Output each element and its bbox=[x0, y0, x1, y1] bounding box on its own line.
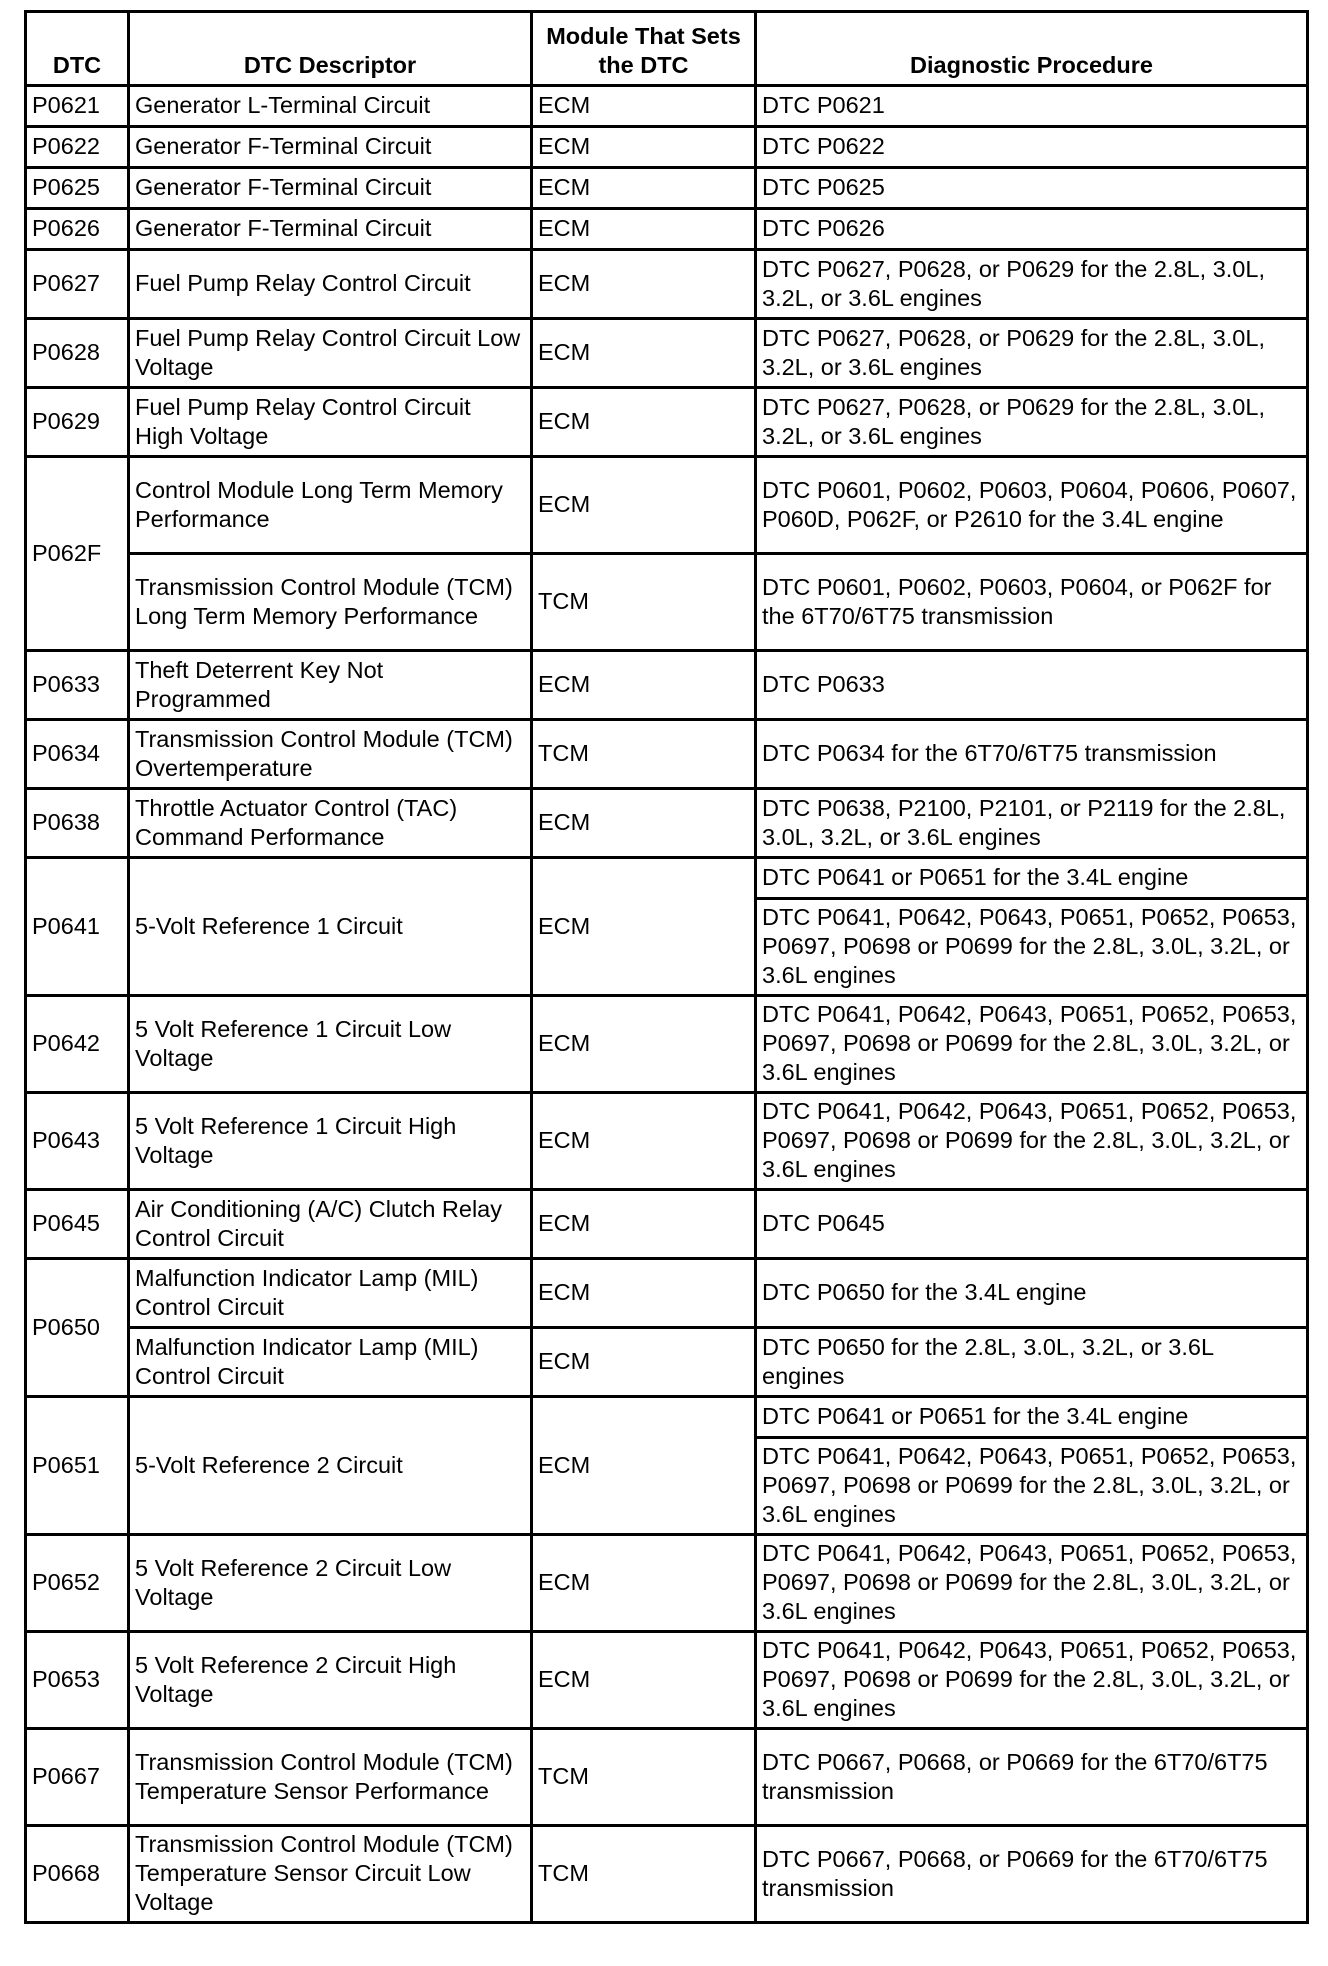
dtc-procedure: DTC P0650 for the 2.8L, 3.0L, 3.2L, or 3.6L engines bbox=[756, 1328, 1308, 1397]
dtc-procedure: DTC P0641, P0642, P0643, P0651, P0652, P0653, P0697, P0698 or P0699 for the 2.8L, 3.0L, 3.2L, or 3.6L engines bbox=[756, 1632, 1308, 1729]
dtc-code: P0622 bbox=[26, 127, 129, 168]
table-row bbox=[26, 168, 1308, 209]
dtc-code: P0645 bbox=[26, 1190, 129, 1259]
dtc-procedure: DTC P0667, P0668, or P0669 for the 6T70/6T75 transmission bbox=[756, 1729, 1308, 1826]
dtc-module: ECM bbox=[532, 1093, 756, 1190]
table-row bbox=[26, 720, 1308, 789]
header-module: Module That Sets the DTC bbox=[532, 12, 756, 86]
header-dtc: DTC bbox=[26, 12, 129, 86]
table-row bbox=[26, 127, 1308, 168]
dtc-procedure: DTC P0650 for the 3.4L engine bbox=[756, 1259, 1308, 1328]
dtc-descriptor: 5 Volt Reference 2 Circuit High Voltage bbox=[129, 1632, 532, 1729]
table-row bbox=[26, 250, 1308, 319]
table-row bbox=[26, 1632, 1308, 1729]
table-header-row bbox=[26, 12, 1308, 86]
dtc-module: ECM bbox=[532, 651, 756, 720]
dtc-descriptor: Air Conditioning (A/C) Clutch Relay Control Circuit bbox=[129, 1190, 532, 1259]
table-row bbox=[26, 789, 1308, 858]
dtc-code: P0643 bbox=[26, 1093, 129, 1190]
dtc-code: P0642 bbox=[26, 996, 129, 1093]
dtc-code: P0627 bbox=[26, 250, 129, 319]
dtc-descriptor: Throttle Actuator Control (TAC) Command Performance bbox=[129, 789, 532, 858]
dtc-descriptor: Control Module Long Term Memory Performance bbox=[129, 457, 532, 554]
dtc-descriptor: Transmission Control Module (TCM) Overtemperature bbox=[129, 720, 532, 789]
dtc-descriptor: 5 Volt Reference 2 Circuit Low Voltage bbox=[129, 1535, 532, 1632]
dtc-descriptor: Transmission Control Module (TCM) Temperature Sensor Performance bbox=[129, 1729, 532, 1826]
dtc-procedure: DTC P0641, P0642, P0643, P0651, P0652, P0653, P0697, P0698 or P0699 for the 2.8L, 3.0L, 3.2L, or 3.6L engines bbox=[756, 996, 1308, 1093]
dtc-code: P0668 bbox=[26, 1826, 129, 1923]
table-row bbox=[26, 319, 1308, 388]
dtc-procedure: DTC P0626 bbox=[756, 209, 1308, 250]
dtc-module: ECM bbox=[532, 250, 756, 319]
dtc-procedure: DTC P0633 bbox=[756, 651, 1308, 720]
dtc-module: ECM bbox=[532, 996, 756, 1093]
table-row bbox=[26, 457, 1308, 554]
table-row bbox=[26, 858, 1308, 899]
dtc-procedure: DTC P0601, P0602, P0603, P0604, or P062F for the 6T70/6T75 transmission bbox=[756, 554, 1308, 651]
dtc-procedure: DTC P0645 bbox=[756, 1190, 1308, 1259]
header-descriptor: DTC Descriptor bbox=[129, 12, 532, 86]
dtc-procedure: DTC P0641, P0642, P0643, P0651, P0652, P0653, P0697, P0698 or P0699 for the 2.8L, 3.0L, 3.2L, or 3.6L engines bbox=[756, 1093, 1308, 1190]
dtc-module: ECM bbox=[532, 1259, 756, 1328]
dtc-module: ECM bbox=[532, 127, 756, 168]
dtc-module: ECM bbox=[532, 858, 756, 996]
dtc-code: P0621 bbox=[26, 86, 129, 127]
dtc-module: ECM bbox=[532, 1535, 756, 1632]
table-row bbox=[26, 86, 1308, 127]
table-row bbox=[26, 209, 1308, 250]
dtc-procedure: DTC P0638, P2100, P2101, or P2119 for the 2.8L, 3.0L, 3.2L, or 3.6L engines bbox=[756, 789, 1308, 858]
dtc-descriptor: Transmission Control Module (TCM) Temperature Sensor Circuit Low Voltage bbox=[129, 1826, 532, 1923]
table-row bbox=[26, 554, 1308, 651]
table-row bbox=[26, 1826, 1308, 1923]
dtc-code: P0653 bbox=[26, 1632, 129, 1729]
dtc-code: P0625 bbox=[26, 168, 129, 209]
dtc-procedure: DTC P0641, P0642, P0643, P0651, P0652, P0653, P0697, P0698 or P0699 for the 2.8L, 3.0L, 3.2L, or 3.6L engines bbox=[756, 1438, 1308, 1535]
table-row bbox=[26, 1729, 1308, 1826]
dtc-code: P0652 bbox=[26, 1535, 129, 1632]
dtc-code: P0629 bbox=[26, 388, 129, 457]
dtc-code: P0667 bbox=[26, 1729, 129, 1826]
dtc-module: TCM bbox=[532, 554, 756, 651]
table-row bbox=[26, 1259, 1308, 1328]
table-row bbox=[26, 1328, 1308, 1397]
dtc-descriptor: Generator F-Terminal Circuit bbox=[129, 168, 532, 209]
dtc-procedure: DTC P0641 or P0651 for the 3.4L engine bbox=[756, 858, 1308, 899]
dtc-module: ECM bbox=[532, 457, 756, 554]
dtc-code: P062F bbox=[26, 457, 129, 651]
dtc-code: P0651 bbox=[26, 1397, 129, 1535]
table-row bbox=[26, 996, 1308, 1093]
table-row bbox=[26, 1190, 1308, 1259]
table-row bbox=[26, 651, 1308, 720]
dtc-module: ECM bbox=[532, 86, 756, 127]
dtc-module: TCM bbox=[532, 1826, 756, 1923]
dtc-procedure: DTC P0601, P0602, P0603, P0604, P0606, P0607, P060D, P062F, or P2610 for the 3.4L engine bbox=[756, 457, 1308, 554]
dtc-code: P0633 bbox=[26, 651, 129, 720]
dtc-procedure: DTC P0641, P0642, P0643, P0651, P0652, P0653, P0697, P0698 or P0699 for the 2.8L, 3.0L, 3.2L, or 3.6L engines bbox=[756, 899, 1308, 996]
table-row bbox=[26, 1535, 1308, 1632]
dtc-code: P0634 bbox=[26, 720, 129, 789]
dtc-descriptor: 5-Volt Reference 1 Circuit bbox=[129, 858, 532, 996]
dtc-code: P0628 bbox=[26, 319, 129, 388]
dtc-descriptor: Transmission Control Module (TCM) Long Term Memory Performance bbox=[129, 554, 532, 651]
dtc-procedure: DTC P0641 or P0651 for the 3.4L engine bbox=[756, 1397, 1308, 1438]
dtc-module: ECM bbox=[532, 388, 756, 457]
dtc-procedure: DTC P0634 for the 6T70/6T75 transmission bbox=[756, 720, 1308, 789]
dtc-procedure: DTC P0641, P0642, P0643, P0651, P0652, P0653, P0697, P0698 or P0699 for the 2.8L, 3.0L, 3.2L, or 3.6L engines bbox=[756, 1535, 1308, 1632]
dtc-descriptor: Malfunction Indicator Lamp (MIL) Control Circuit bbox=[129, 1259, 532, 1328]
dtc-descriptor: Generator F-Terminal Circuit bbox=[129, 209, 532, 250]
dtc-descriptor: Generator L-Terminal Circuit bbox=[129, 86, 532, 127]
dtc-module: ECM bbox=[532, 168, 756, 209]
dtc-module: TCM bbox=[532, 720, 756, 789]
header-procedure: Diagnostic Procedure bbox=[756, 12, 1308, 86]
dtc-procedure: DTC P0627, P0628, or P0629 for the 2.8L, 3.0L, 3.2L, or 3.6L engines bbox=[756, 319, 1308, 388]
dtc-module: ECM bbox=[532, 1632, 756, 1729]
dtc-descriptor: Malfunction Indicator Lamp (MIL) Control Circuit bbox=[129, 1328, 532, 1397]
dtc-procedure: DTC P0621 bbox=[756, 86, 1308, 127]
dtc-descriptor: 5 Volt Reference 1 Circuit High Voltage bbox=[129, 1093, 532, 1190]
dtc-descriptor: 5 Volt Reference 1 Circuit Low Voltage bbox=[129, 996, 532, 1093]
dtc-procedure: DTC P0627, P0628, or P0629 for the 2.8L, 3.0L, 3.2L, or 3.6L engines bbox=[756, 250, 1308, 319]
dtc-procedure: DTC P0622 bbox=[756, 127, 1308, 168]
dtc-descriptor: 5-Volt Reference 2 Circuit bbox=[129, 1397, 532, 1535]
dtc-descriptor: Generator F-Terminal Circuit bbox=[129, 127, 532, 168]
table-row bbox=[26, 1397, 1308, 1438]
dtc-descriptor: Fuel Pump Relay Control Circuit High Voltage bbox=[129, 388, 532, 457]
dtc-procedure: DTC P0667, P0668, or P0669 for the 6T70/6T75 transmission bbox=[756, 1826, 1308, 1923]
table-row bbox=[26, 1093, 1308, 1190]
dtc-module: ECM bbox=[532, 319, 756, 388]
dtc-code: P0626 bbox=[26, 209, 129, 250]
dtc-descriptor: Fuel Pump Relay Control Circuit Low Voltage bbox=[129, 319, 532, 388]
dtc-module: ECM bbox=[532, 789, 756, 858]
dtc-module: ECM bbox=[532, 1328, 756, 1397]
dtc-code: P0650 bbox=[26, 1259, 129, 1397]
dtc-code: P0641 bbox=[26, 858, 129, 996]
dtc-code: P0638 bbox=[26, 789, 129, 858]
dtc-module: ECM bbox=[532, 1190, 756, 1259]
dtc-descriptor: Theft Deterrent Key Not Programmed bbox=[129, 651, 532, 720]
dtc-procedure: DTC P0625 bbox=[756, 168, 1308, 209]
dtc-descriptor: Fuel Pump Relay Control Circuit bbox=[129, 250, 532, 319]
dtc-table bbox=[24, 10, 1309, 1924]
dtc-module: ECM bbox=[532, 209, 756, 250]
table-row bbox=[26, 388, 1308, 457]
dtc-module: TCM bbox=[532, 1729, 756, 1826]
dtc-module: ECM bbox=[532, 1397, 756, 1535]
dtc-procedure: DTC P0627, P0628, or P0629 for the 2.8L, 3.0L, 3.2L, or 3.6L engines bbox=[756, 388, 1308, 457]
